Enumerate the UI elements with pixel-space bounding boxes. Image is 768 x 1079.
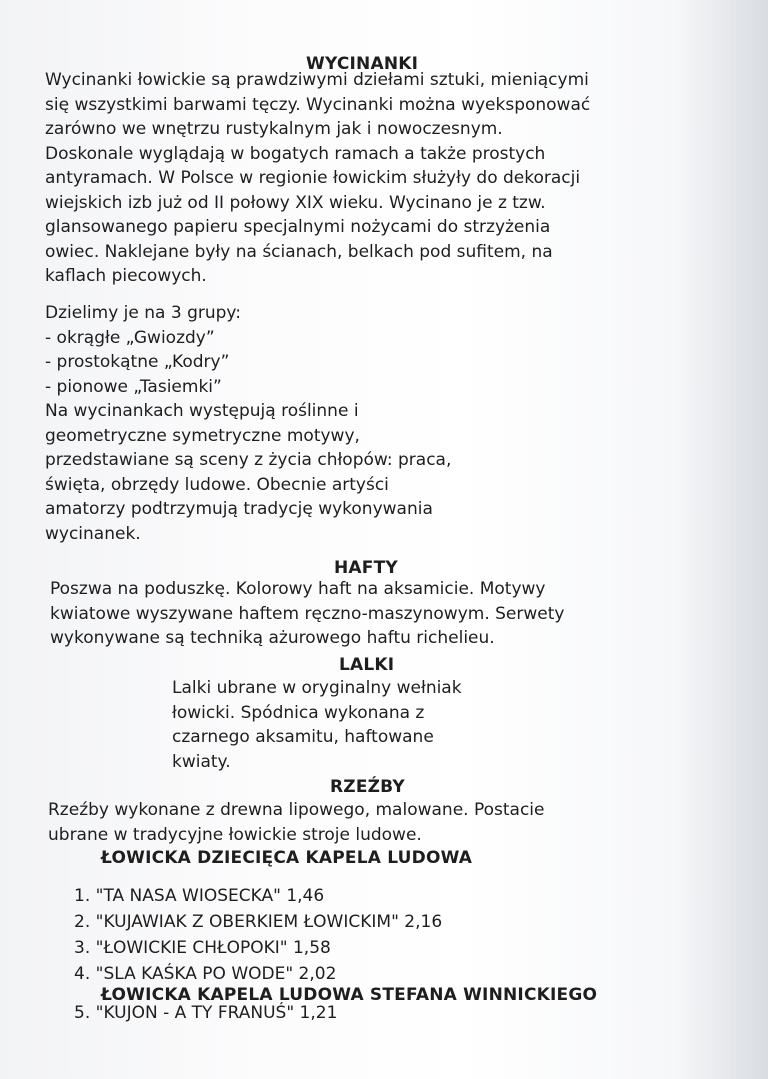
song-list <box>74 883 442 987</box>
text-line: wiejskich izb już od II połowy XIX wieku. Wycinano je z tzw. <box>45 192 546 213</box>
song-list <box>74 1000 337 1026</box>
list-item: - prostokątne „Kodry” <box>45 352 230 372</box>
text-line: ubrane w tradycyjne łowickie stroje ludowe. <box>48 824 422 845</box>
text-line: glansowanego papieru specjalnymi nożycami do strzyżenia <box>45 217 551 237</box>
text-line: kwiatowe wyszywane haftem ręczno-maszynowym. Serwety <box>50 603 565 624</box>
text-line: święta, obrzędy ludowe. Obecnie artyści <box>45 474 389 495</box>
text-line: owiec. Naklejane były na ścianach, belkach pod sufitem, na <box>45 241 553 262</box>
section-title-kapela-dziecieca: ŁOWICKA DZIECIĘCA KAPELA LUDOWA <box>101 848 473 868</box>
text-line: wykonywane są techniką ażurowego haftu richelieu. <box>50 628 495 648</box>
text-line: łowicki. Spódnica wykonana z <box>172 702 425 723</box>
song-item: 2. "KUJAWIAK Z OBERKIEM ŁOWICKIM" 2,16 <box>74 912 443 932</box>
text-line: zarówno we wnętrzu rustykalnym jak i nowoczesnym. <box>45 119 503 139</box>
song-item: 3. "ŁOWICKIE CHŁOPOKI" 1,58 <box>74 938 331 958</box>
section-title-hafty: HAFTY <box>334 558 398 578</box>
text-line: Dzielimy je na 3 grupy: <box>45 303 241 323</box>
paragraph-hafty <box>50 577 564 651</box>
paragraph-lalki <box>172 676 462 774</box>
section-title-wycinanki: WYCINANKI <box>306 54 419 74</box>
text-line: Rzeźby wykonane z drewna lipowego, malowane. Postacie <box>48 800 545 820</box>
song-item: 5. "KUJON - A TY FRANUŚ" 1,21 <box>74 1003 338 1023</box>
text-line: Na wycinankach występują roślinne i <box>45 401 359 421</box>
section-title-lalki: LALKI <box>339 655 395 675</box>
text-line: antyramach. W Polsce w regionie łowickim służyły do dekoracji <box>45 168 581 188</box>
text-line: Lalki ubrane w oryginalny wełniak <box>172 678 462 698</box>
text-line: się wszystkimi barwami tęczy. Wycinanki można wyeksponować <box>45 94 591 115</box>
text-line: geometryczne symetryczne motywy, <box>45 425 360 446</box>
text-line: kwiaty. <box>172 751 231 772</box>
list-item: - pionowe „Tasiemki” <box>45 376 222 397</box>
text-line: czarnego aksamitu, haftowane <box>172 727 434 747</box>
song-item: 4. "SLA KAŚKA PO WODE" 2,02 <box>74 964 337 984</box>
text-line: kaflach piecowych. <box>45 266 207 286</box>
text-line: Doskonale wyglądają w bogatych ramach a także prostych <box>45 143 546 164</box>
text-line: Wycinanki łowickie są prawdziwymi dziełami sztuki, mieniącymi <box>45 70 589 90</box>
paragraph-wycinanki-groups <box>45 301 451 546</box>
paragraph-wycinanki-intro <box>45 68 590 289</box>
text-line: przedstawiane są sceny z życia chłopów: praca, <box>45 450 452 470</box>
text-line: amatorzy podtrzymują tradycję wykonywania <box>45 499 433 519</box>
list-item: - okrągłe „Gwiozdy” <box>45 327 215 348</box>
text-line: wycinanek. <box>45 523 141 544</box>
section-title-rzezby: RZEŹBY <box>330 777 405 797</box>
song-item: 1. "TA NASA WIOSECKA" 1,46 <box>74 886 325 906</box>
text-line: Poszwa na poduszkę. Kolorowy haft na aksamicie. Motywy <box>50 579 546 599</box>
section-title-kapela-winnickiego: ŁOWICKA KAPELA LUDOWA STEFANA WINNICKIEGO <box>101 985 598 1005</box>
paragraph-rzezby <box>48 798 544 847</box>
